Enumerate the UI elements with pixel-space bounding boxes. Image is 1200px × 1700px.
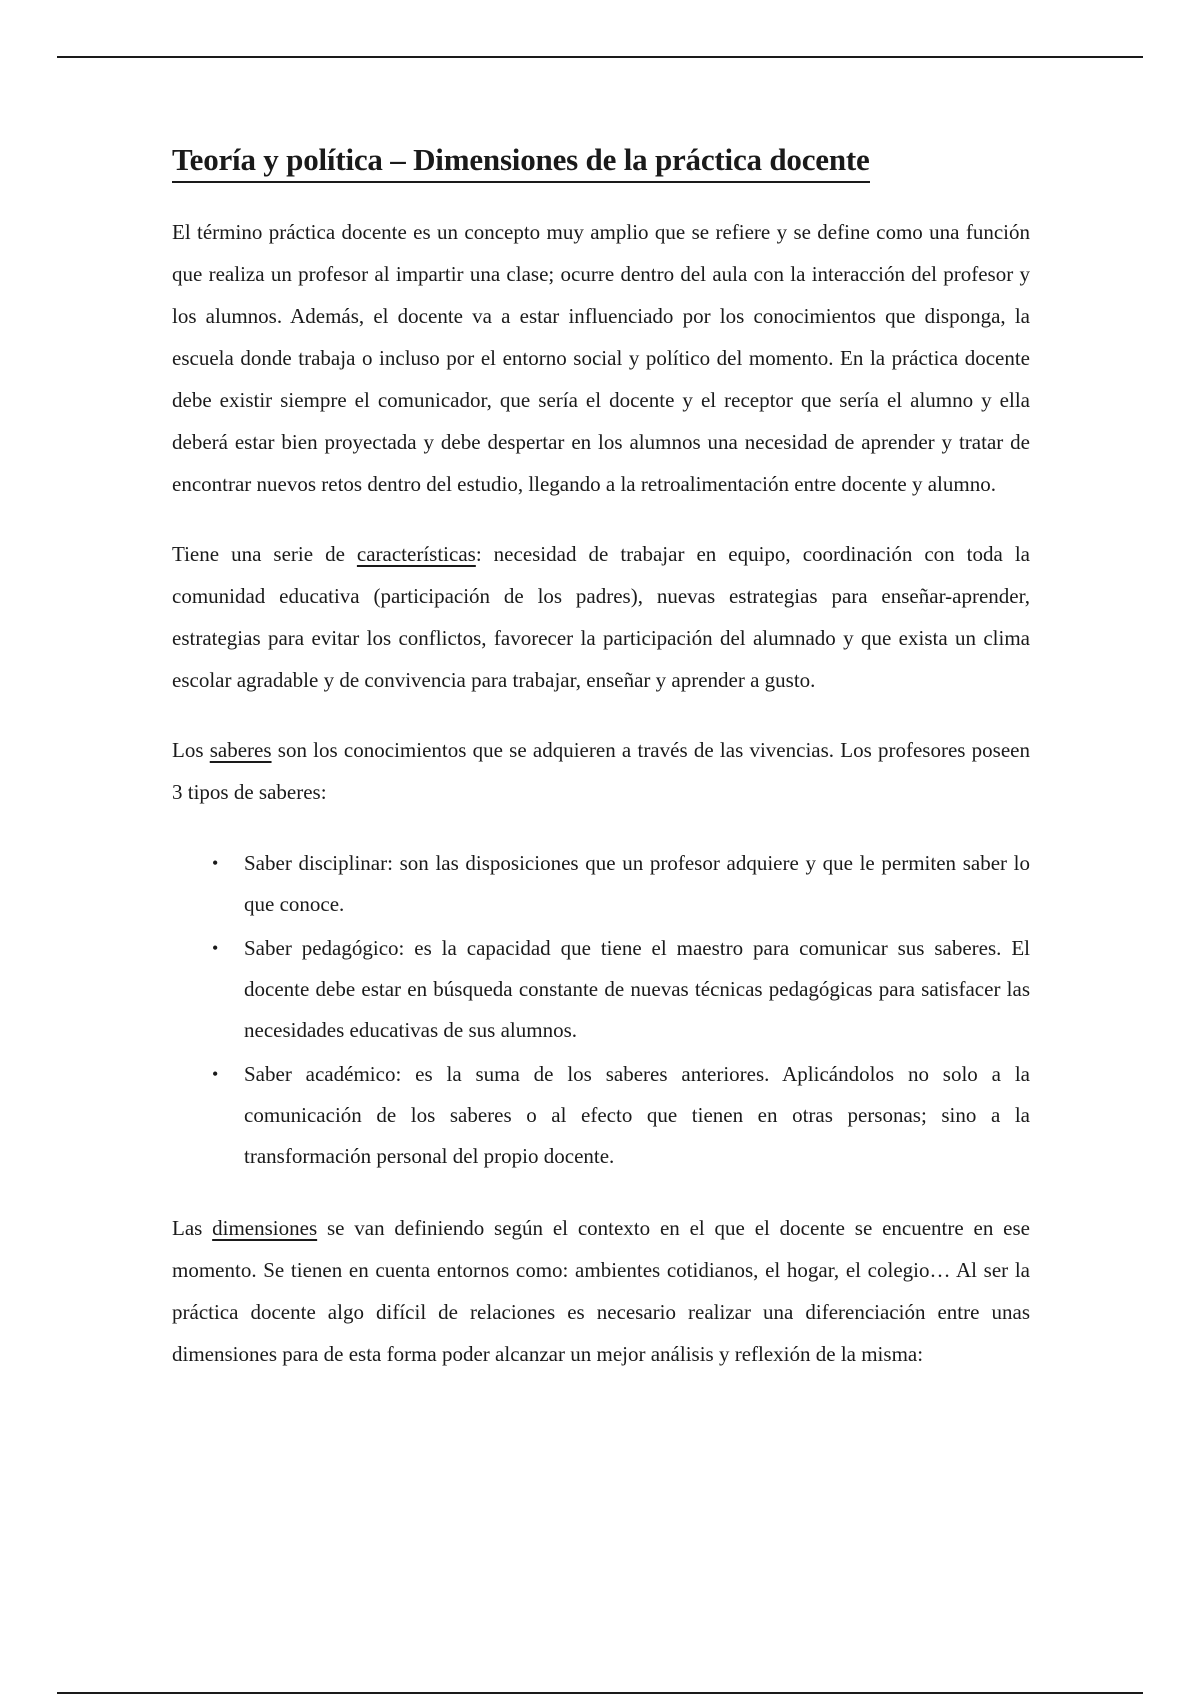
bullet-icon: • bbox=[212, 1064, 219, 1084]
term-saberes: saberes bbox=[209, 738, 272, 762]
paragraph-text: Tiene una serie de bbox=[172, 542, 357, 566]
paragraph-dimensiones bbox=[172, 1207, 1030, 1375]
footer-rule bbox=[57, 1692, 1143, 1694]
list-item-text: Saber pedagógico: es la capacidad que tiene el maestro para comunicar sus saberes. El docente debe estar en búsqueda constante de nuevas técnicas pedagógicas para satisfacer las necesidades educativas de sus alumnos. bbox=[244, 936, 1030, 1042]
list-item bbox=[172, 1054, 1030, 1177]
list-item-text: Saber disciplinar: son las disposiciones que un profesor adquiere y que le permiten saber lo que conoce. bbox=[244, 851, 1030, 916]
bullet-icon: • bbox=[212, 938, 219, 958]
paragraph-text: son los conocimientos que se adquieren a través de las vivencias. Los profesores poseen 3 tipos de saberes: bbox=[172, 738, 1030, 804]
document-title: Teoría y política – Dimensiones de la práctica docente bbox=[172, 140, 870, 183]
header-rule bbox=[57, 56, 1143, 58]
list-item-text: Saber académico: es la suma de los saberes anteriores. Aplicándolos no solo a la comunicación de los saberes o al efecto que tienen en otras personas; sino a la transformación personal del propio docente. bbox=[244, 1062, 1030, 1168]
paragraph-definition: El término práctica docente es un concepto muy amplio que se refiere y se define como una función que realiza un profesor al impartir una clase; ocurre dentro del aula con la interacción del profesor y los alumnos. Además, el docente va a estar influenciado por los conocimientos que disponga, la escuela donde trabaja o incluso por el entorno social y político del momento. En la práctica docente debe existir siempre el comunicador, que sería el docente y el receptor que sería el alumno y ella deberá estar bien proyectada y debe despertar en los alumnos una necesidad de aprender y tratar de encontrar nuevos retos dentro del estudio, llegando a la retroalimentación entre docente y alumno. bbox=[172, 220, 1030, 496]
paragraph-saberes bbox=[172, 729, 1030, 813]
paragraph-text: : necesidad de trabajar en equipo, coordinación con toda la comunidad educativa (participación de los padres), nuevas estrategias para enseñar-aprender, estrategias para evitar los conflictos, favorecer la participación del alumnado y que exista un clima escolar agradable y de convivencia para trabajar, enseñar y aprender a gusto. bbox=[172, 542, 1030, 692]
bullet-icon: • bbox=[212, 853, 219, 873]
list-item bbox=[172, 843, 1030, 925]
paragraph-text: Las bbox=[172, 1216, 213, 1240]
saberes-list bbox=[172, 843, 1030, 1177]
term-caracteristicas: características bbox=[356, 542, 476, 566]
paragraph-caracteristicas bbox=[172, 533, 1030, 701]
paragraph-text: se van definiendo según el contexto en el que el docente se encuentre en ese momento. Se tienen en cuenta entornos como: ambientes cotidianos, el hogar, el colegio… Al ser la práctica docente algo difícil de relaciones es necesario realizar una diferenciación entre unas dimensiones para de esta forma poder alcanzar un mejor análisis y reflexión de la misma: bbox=[172, 1216, 1030, 1366]
paragraph-text: Los bbox=[172, 738, 210, 762]
term-dimensiones: dimensiones bbox=[212, 1216, 318, 1240]
document-body bbox=[172, 140, 1030, 1403]
list-item bbox=[172, 928, 1030, 1051]
